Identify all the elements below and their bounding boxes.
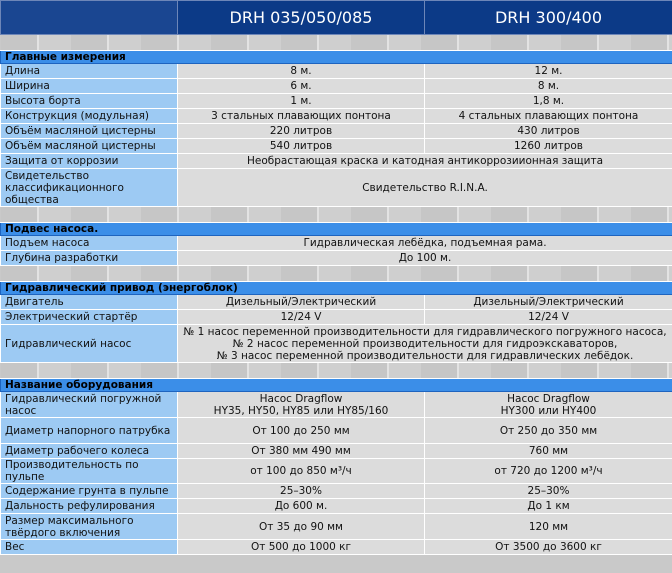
row-value: от 720 до 1200 м³/ч [425, 459, 672, 484]
table-row [1, 251, 672, 266]
row-label: Защита от коррозии [1, 154, 178, 169]
divider [1, 207, 672, 223]
row-value [425, 392, 672, 418]
header-col1: DRH 035/050/085 [178, 1, 425, 35]
row-label: Конструкция (модульная) [1, 109, 178, 124]
row-label: Ширина [1, 79, 178, 94]
row-value: 3 стальных плавающих понтона [178, 109, 425, 124]
header-corner [1, 1, 178, 35]
table-row [1, 418, 672, 444]
row-label: Дальность рефулирования [1, 499, 178, 514]
section-main [1, 51, 672, 64]
row-value: Необрастающая краска и катодная антикоррозиионная защита [178, 154, 672, 169]
pump-line-1: № 1 насос переменной производительности для гидравлического погружного насоса, [183, 325, 667, 338]
divider [1, 363, 672, 379]
section-drive [1, 282, 672, 295]
row-value: 8 м. [178, 64, 425, 79]
section-title: Главные измерения [1, 51, 672, 64]
table-row [1, 79, 672, 94]
row-value: 12/24 V [425, 310, 672, 325]
row-label: Объём масляной цистерны [1, 124, 178, 139]
row-label: Подъем насоса [1, 236, 178, 251]
row-label: Объём масляной цистерны [1, 139, 178, 154]
row-label: Длина [1, 64, 178, 79]
section-title: Гидравлический привод (энергоблок) [1, 282, 672, 295]
pump-line-3: № 3 насос переменной производительности для гидравлических лебёдок. [216, 349, 634, 362]
value-line: Насос Dragflow [507, 392, 590, 405]
row-value: От 250 до 350 мм [425, 418, 672, 444]
pump-line-2: № 2 насос переменной производительности для гидроэкскаваторов, [232, 337, 618, 350]
table-row [1, 392, 672, 418]
table-row [1, 540, 672, 555]
row-label: Содержание грунта в пульпе [1, 484, 178, 499]
row-label: Гидравлический погружной насос [1, 392, 178, 418]
row-label: Электрический стартёр [1, 310, 178, 325]
header-row [1, 1, 672, 35]
row-label: Размер максимального твёрдого включения [1, 514, 178, 540]
row-value: 12/24 V [178, 310, 425, 325]
header-col2: DRH 300/400 [425, 1, 672, 35]
row-value: 1,8 м. [425, 94, 672, 109]
row-value: До 100 м. [178, 251, 672, 266]
row-label: Производительность по пульпе [1, 459, 178, 484]
table-row [1, 154, 672, 169]
row-value: 25–30% [178, 484, 425, 499]
row-value: От 500 до 1000 кг [178, 540, 425, 555]
row-value: 4 стальных плавающих понтона [425, 109, 672, 124]
row-value [178, 325, 672, 363]
row-label: Глубина разработки [1, 251, 178, 266]
section-pump [1, 223, 672, 236]
row-value: От 3500 до 3600 кг [425, 540, 672, 555]
row-label: Двигатель [1, 295, 178, 310]
divider [1, 266, 672, 282]
row-value: 760 мм [425, 444, 672, 459]
table-row [1, 295, 672, 310]
table-row [1, 64, 672, 79]
table-row [1, 499, 672, 514]
value-line: HY300 или HY400 [500, 404, 597, 417]
row-label: Диаметр напорного патрубка [1, 418, 178, 444]
row-value: От 380 мм 490 мм [178, 444, 425, 459]
table-row [1, 94, 672, 109]
row-value: Гидравлическая лебёдка, подъемная рама. [178, 236, 672, 251]
row-label: Вес [1, 540, 178, 555]
table-row [1, 310, 672, 325]
row-value: Дизельный/Электрический [178, 295, 425, 310]
row-value: От 100 до 250 мм [178, 418, 425, 444]
row-value: До 600 м. [178, 499, 425, 514]
row-value: Дизельный/Электрический [425, 295, 672, 310]
row-value: от 100 до 850 м³/ч [178, 459, 425, 484]
row-value: 6 м. [178, 79, 425, 94]
value-line: Насос Dragflow [259, 392, 343, 405]
table-row [1, 444, 672, 459]
section-equipment [1, 379, 672, 392]
row-value: 8 м. [425, 79, 672, 94]
section-title: Подвес насоса. [1, 223, 672, 236]
row-value: 1 м. [178, 94, 425, 109]
row-value: 220 литров [178, 124, 425, 139]
table-row [1, 109, 672, 124]
table-row [1, 514, 672, 540]
row-label: Гидравлический насос [1, 325, 178, 363]
table-row [1, 169, 672, 207]
row-value [178, 392, 425, 418]
section-title: Название оборудования [1, 379, 672, 392]
row-label: Высота борта [1, 94, 178, 109]
row-value: 1260 литров [425, 139, 672, 154]
table-row [1, 459, 672, 484]
row-label: Свидетельство классификационного общества [1, 169, 178, 207]
table-row [1, 124, 672, 139]
row-value: До 1 км [425, 499, 672, 514]
row-value: От 35 до 90 мм [178, 514, 425, 540]
row-value: 120 мм [425, 514, 672, 540]
divider [1, 35, 672, 51]
row-label: Диаметр рабочего колеса [1, 444, 178, 459]
row-value: 430 литров [425, 124, 672, 139]
row-value: Свидетельство R.I.N.A. [178, 169, 672, 207]
value-line: HY35, HY50, HY85 или HY85/160 [213, 404, 389, 417]
table-row [1, 139, 672, 154]
row-value: 25–30% [425, 484, 672, 499]
row-value: 12 м. [425, 64, 672, 79]
table-row [1, 325, 672, 363]
table-row [1, 236, 672, 251]
row-value: 540 литров [178, 139, 425, 154]
table-row [1, 484, 672, 499]
